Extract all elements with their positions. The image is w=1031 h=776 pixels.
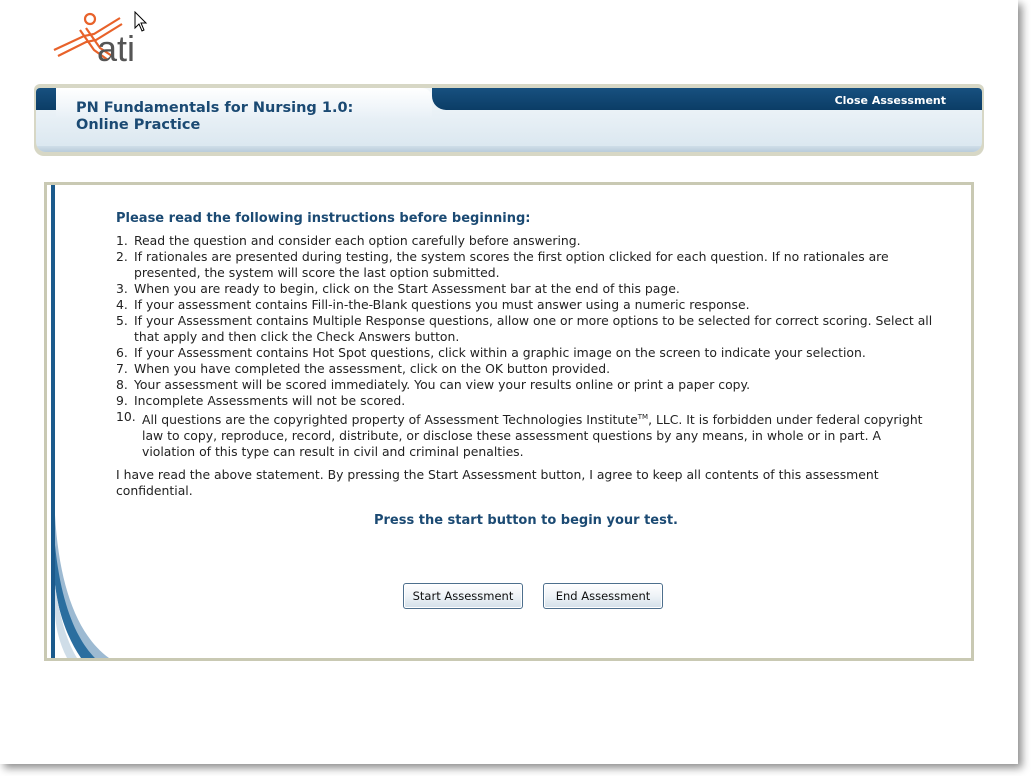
assessment-title <box>76 100 353 134</box>
press-start-message: Press the start button to begin your test. <box>373 513 678 528</box>
assessment-title-line2: Online Practice <box>76 117 201 133</box>
end-assessment-button[interactable]: End Assessment <box>543 583 663 609</box>
trademark-mark: TM <box>637 413 649 421</box>
mouse-cursor-icon <box>134 11 148 33</box>
list-item: 7. When you have completed the assessment, click on the OK button provided. <box>116 361 611 376</box>
list-item: 5. If your Assessment contains Multiple Response questions, allow one or more options to be selected for correct scoring. Select all that apply and then click the Check Answers button. <box>116 313 933 344</box>
list-item: 2. If rationales are presented during testing, the system scores the first option clicked for each question. If no rationales are presented, the system will score the last option submitted. <box>116 249 889 280</box>
instructions-heading: Please read the following instructions before beginning: <box>116 211 531 226</box>
close-assessment-link[interactable]: Close Assessment <box>834 94 946 107</box>
instructions-panel <box>44 182 974 661</box>
assessment-title-line1: PN Fundamentals for Nursing 1.0: <box>76 100 354 116</box>
start-assessment-button[interactable]: Start Assessment <box>403 583 523 609</box>
logo-text: ati <box>97 28 136 69</box>
list-item: 4. If your assessment contains Fill-in-the-Blank questions you must answer using a numeric response. <box>116 297 750 312</box>
header-banner <box>36 88 982 152</box>
banner-blue-strip-left <box>36 88 56 110</box>
instructions-list <box>116 233 936 460</box>
list-item: 6. If your Assessment contains Hot Spot questions, click within a graphic image on the screen to indicate your selection. <box>116 345 866 360</box>
list-item: 1. Read the question and consider each option carefully before answering. <box>116 233 581 248</box>
list-item: 10. All questions are the copyrighted property of Assessment Technologies Institute™, LLC. It is forbidden under federal copyright law to copy, reproduce, record, distribute, or disclose these assessment questions by any means, in whole or in part. A violation of this type can result in civil and criminal penalties. <box>116 409 923 460</box>
list-item: 3. When you are ready to begin, click on the Start Assessment bar at the end of this page. <box>116 281 680 296</box>
list-item: 9. Incomplete Assessments will not be scored. <box>116 393 406 408</box>
banner-bottom-stripe <box>36 146 982 152</box>
decorative-swoosh-icon <box>47 185 127 658</box>
confidentiality-statement: I have read the above statement. By pressing the Start Assessment button, I agree to keep all contents of this assessment confidential. <box>116 467 879 498</box>
list-item: 8. Your assessment will be scored immediately. You can view your results online or print a paper copy. <box>116 377 751 392</box>
